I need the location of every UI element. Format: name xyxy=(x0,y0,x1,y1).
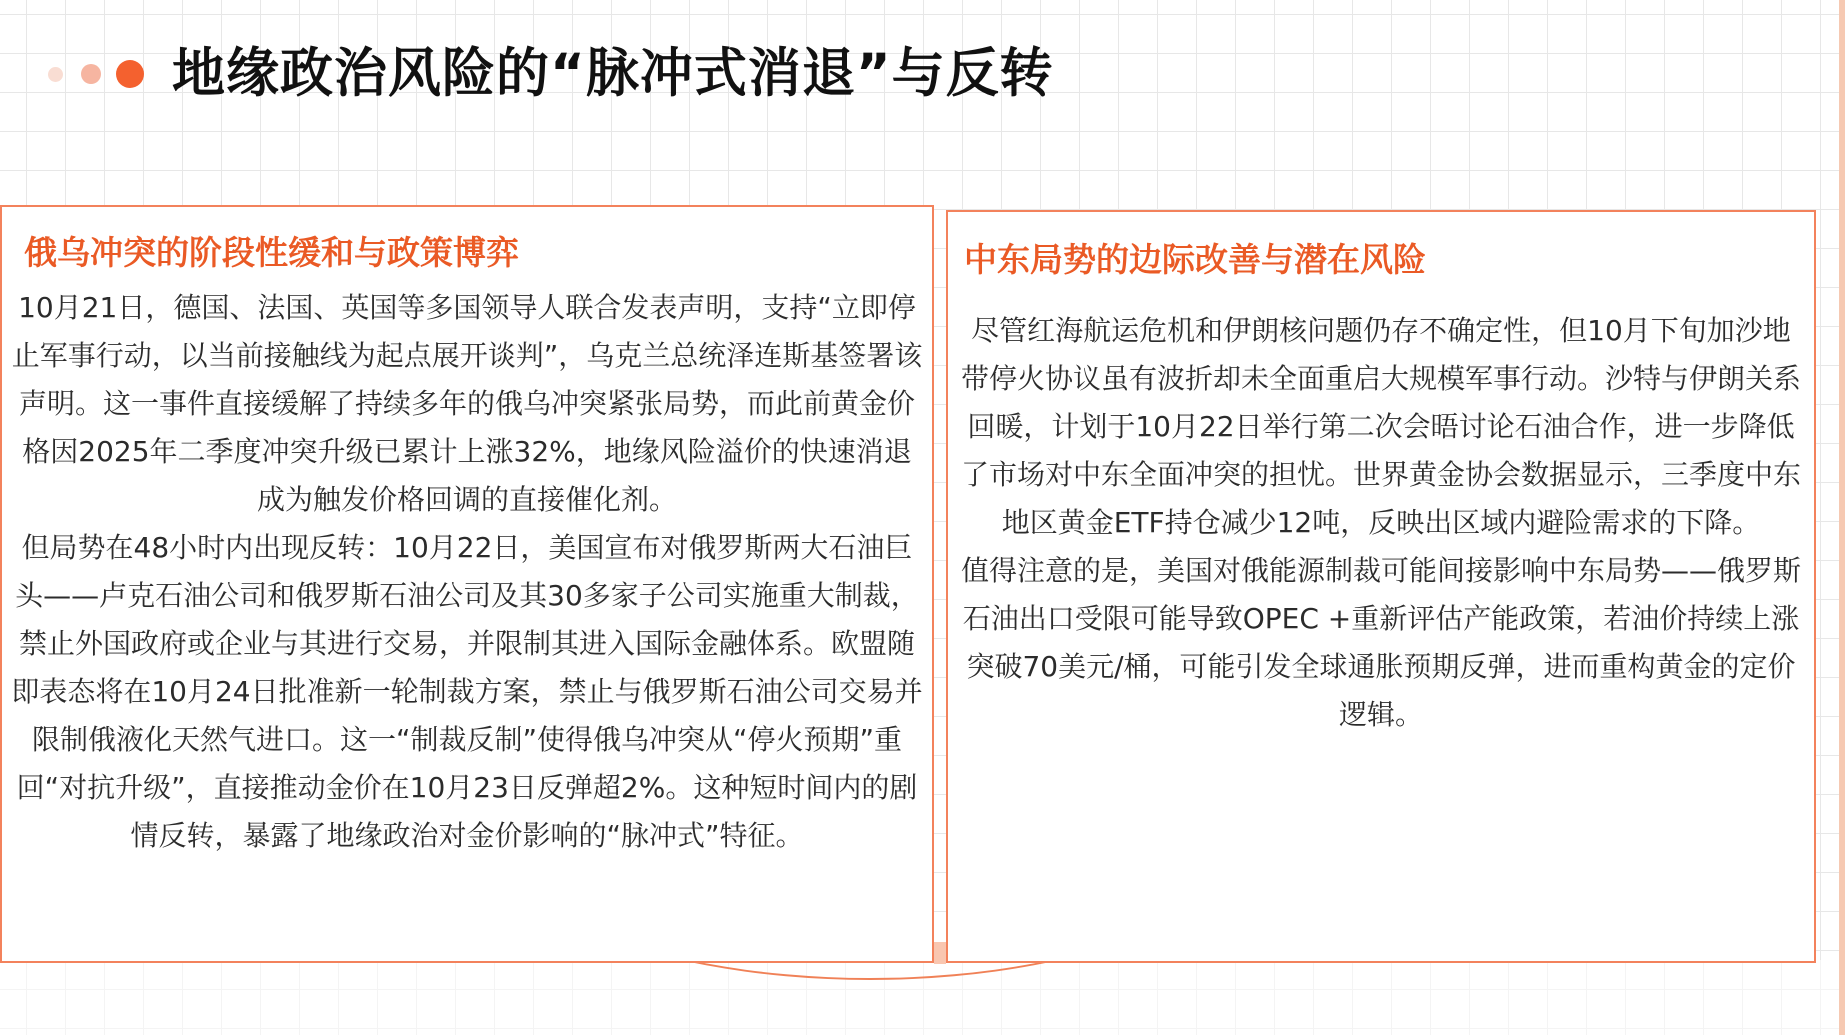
dot-medium xyxy=(81,64,101,84)
dot-large xyxy=(116,60,144,88)
right-card-paragraph: 值得注意的是，美国对俄能源制裁可能间接影响中东局势——俄罗斯石油出口受限可能导致OPEC +重新评估产能政策，若油价持续上涨突破70美元/桶，可能引发全球通胀预期反弹，进而重构黄金的定价逻辑。 xyxy=(960,554,1801,731)
right-card xyxy=(946,210,1816,963)
left-card-paragraph: 10月21日，德国、法国、英国等多国领导人联合发表声明，支持“立即停止军事行动，以当前接触线为起点展开谈判”，乌克兰总统泽连斯基签署该声明。这一事件直接缓解了持续多年的俄乌冲突紧张局势，而此前黄金价格因2025年二季度冲突升级已累计上涨32%，地缘风险溢价的快速消退成为触发价格回调的直接催化剂。 xyxy=(11,291,923,516)
right-edge-accent xyxy=(1839,0,1845,1035)
card-joiner xyxy=(934,942,946,964)
left-card-title: 俄乌冲突的阶段性缓和与政策博弈 xyxy=(24,233,519,272)
left-card-paragraph: 但局势在48小时内出现反转：10月22日，美国宣布对俄罗斯两大石油巨头——卢克石油公司和俄罗斯石油公司及其30多家子公司实施重大制裁，禁止外国政府或企业与其进行交易，并限制其进入国际金融体系。欧盟随即表态将在10月24日批准新一轮制裁方案，禁止与俄罗斯石油公司交易并限制俄液化天然气进口。这一“制裁反制”使得俄乌冲突从“停火预期”重回“对抗升级”，直接推动金价在10月23日反弹超2%。这种短时间内的剧情反转，暴露了地缘政治对金价影响的“脉冲式”特征。 xyxy=(11,531,923,852)
dot-small xyxy=(48,67,63,82)
right-card-paragraph: 尽管红海航运危机和伊朗核问题仍存不确定性，但10月下旬加沙地带停火协议虽有波折却未全面重启大规模军事行动。沙特与伊朗关系回暖，计划于10月22日举行第二次会晤讨论石油合作，进一步降低了市场对中东全面冲突的担忧。世界黄金协会数据显示，三季度中东地区黄金ETF持仓减少12吨，反映出区域内避险需求的下降。 xyxy=(960,314,1801,539)
left-card xyxy=(0,205,934,963)
page-title: 地缘政治风险的“脉冲式消退”与反转 xyxy=(172,43,1054,104)
right-card-title: 中东局势的边际改善与潜在风险 xyxy=(964,240,1426,279)
